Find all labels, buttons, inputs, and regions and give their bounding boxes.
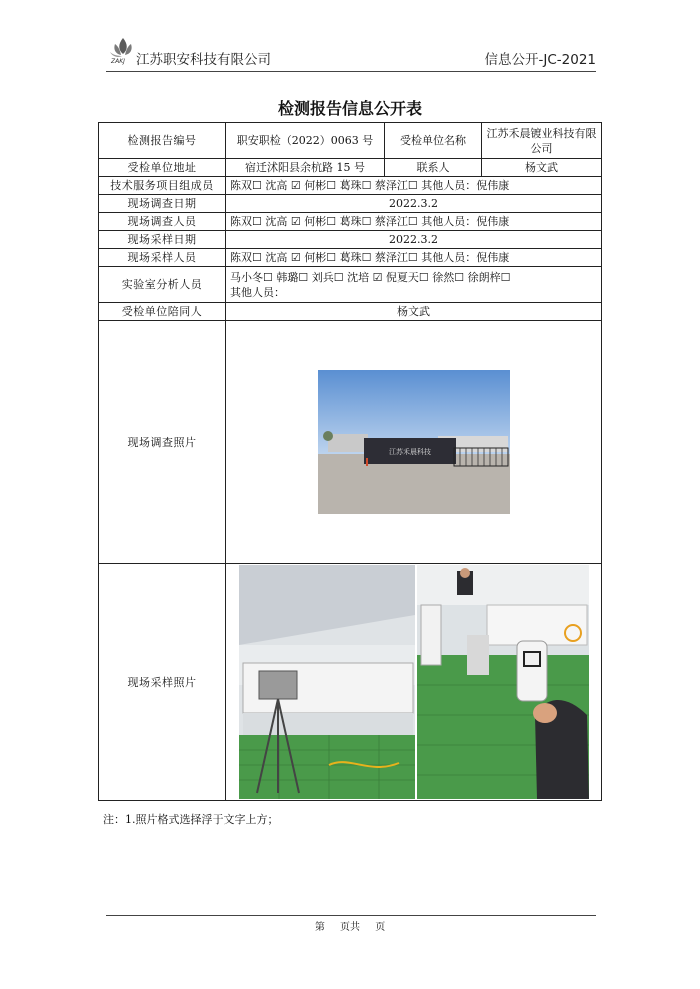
sampling-date-label: 现场采样日期 [99,231,226,249]
survey-photo-label: 现场调查照片 [99,321,226,564]
report-no-value: 职安职检（2022）0063 号 [226,123,385,159]
surveyor-value: 陈双☐ 沈高 ☑ 何彬☐ 葛珠☐ 蔡泽江☐ 其他人员：倪伟康 [226,213,602,231]
survey-date-label: 现场调查日期 [99,195,226,213]
table-row [99,195,602,213]
footer-page-of-label: 页共 [340,922,360,933]
sampling-photo-label: 现场采样照片 [99,564,226,801]
company-name: 江苏职安科技有限公司 [136,52,271,68]
lab-line-1: 马小冬☐ 韩璐☐ 刘兵☐ 沈培 ☑ 倪夏天☐ 徐然☐ 徐朗梓☐ [230,270,511,284]
escort-label: 受检单位陪同人 [99,303,226,321]
table-row [99,213,602,231]
sampler-value: 陈双☐ 沈高 ☑ 何彬☐ 葛珠☐ 蔡泽江☐ 其他人员：倪伟康 [226,249,602,267]
document-code: 信息公开-JC-2021 [484,52,596,68]
table-row [99,267,602,303]
footer-total-label: 页 [375,922,386,933]
surveyor-label: 现场调查人员 [99,213,226,231]
logo-text: ZAKJ [111,58,125,65]
unit-name-label: 受检单位名称 [385,123,482,159]
info-table [98,122,602,801]
sampling-photo-right [417,565,589,799]
table-row [99,231,602,249]
contact-value: 杨文武 [482,159,602,177]
team-value: 陈双☐ 沈高 ☑ 何彬☐ 葛珠☐ 蔡泽江☐ 其他人员：倪伟康 [226,177,602,195]
gate-sign-text: 江苏禾晨科技 [388,448,431,456]
footer-page-label: 第 [314,922,325,933]
table-row [99,321,602,564]
sampler-label: 现场采样人员 [99,249,226,267]
lab-value [226,267,602,303]
table-row [99,564,602,801]
survey-photo [318,370,510,514]
sampling-photos [226,565,601,799]
team-label: 技术服务项目组成员 [99,177,226,195]
table-row [99,249,602,267]
address-value: 宿迁沭阳县余杭路 15 号 [226,159,385,177]
lab-line-2: 其他人员： [230,285,285,299]
survey-date-value: 2022.3.2 [226,195,602,213]
report-no-label: 检测报告编号 [99,123,226,159]
sampling-photo-cell [226,564,602,801]
address-label: 受检单位地址 [99,159,226,177]
escort-value: 杨文武 [226,303,602,321]
table-row [99,177,602,195]
page-header [106,34,596,72]
page-footer [0,918,700,933]
table-row [99,123,602,159]
table-row [99,303,602,321]
contact-label: 联系人 [385,159,482,177]
footer-divider [106,915,596,916]
unit-name-value: 江苏禾晨镀业科技有限公司 [482,123,602,159]
sampling-photo-left [239,565,415,799]
page-title: 检测报告信息公开表 [277,99,422,118]
survey-photo-cell [226,321,602,564]
footnote: 注：1.照片格式选择浮于文字上方； [103,813,279,826]
sampling-date-value: 2022.3.2 [226,231,602,249]
table-row [99,159,602,177]
lab-label: 实验室分析人员 [99,267,226,303]
header-divider [106,71,596,72]
